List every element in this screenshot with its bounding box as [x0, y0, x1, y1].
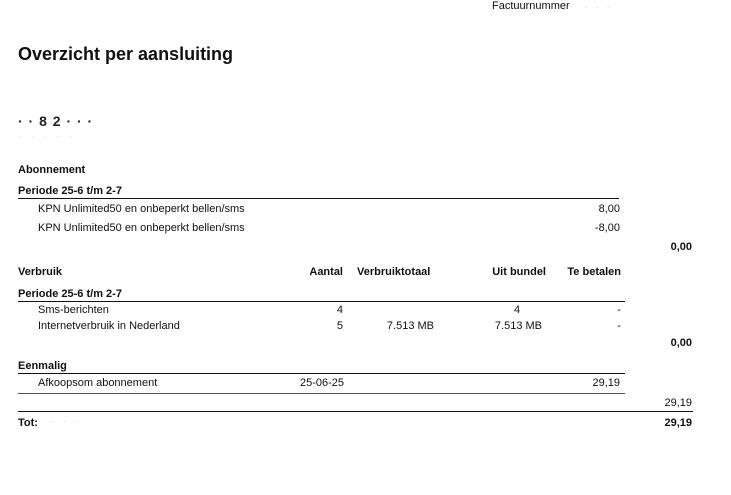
- total-redacted: · · ·: [52, 417, 80, 426]
- abonnement-subtotal: 0,00: [670, 241, 692, 253]
- verbruik-col-verbruiktotaal: Verbruiktotaal: [357, 266, 431, 278]
- verbruik-col-aantal: Aantal: [309, 266, 343, 278]
- eenmalig-row-desc: Afkoopsom abonnement: [38, 377, 158, 389]
- eenmalig-divider: [18, 373, 625, 374]
- eenmalig-row-date: 25-06-25: [300, 377, 345, 389]
- abonnement-divider: [18, 198, 619, 199]
- verbruik-col-te-betalen: Te betalen: [567, 266, 621, 278]
- eenmalig-row-amount: 29,19: [592, 377, 620, 389]
- verbruik-row-internet-te-betalen: -: [617, 320, 621, 332]
- abonnement-title: Abonnement: [18, 164, 86, 176]
- total-label: Tot:: [18, 417, 38, 429]
- verbruik-row-sms-uit-bundel: 4: [514, 304, 521, 316]
- verbruik-title: Verbruik: [18, 266, 63, 278]
- abonnement-row-1-desc: KPN Unlimited50 en onbeperkt bellen/sms: [38, 203, 245, 215]
- verbruik-divider: [18, 301, 625, 302]
- verbruik-row-sms-desc: Sms-berichten: [38, 304, 109, 316]
- verbruik-subtotal: 0,00: [670, 337, 692, 349]
- total-amount: 29,19: [664, 417, 692, 429]
- total-divider: [18, 411, 693, 412]
- abonnement-row-1-amount: 8,00: [598, 203, 620, 215]
- eenmalig-title: Eenmalig: [18, 360, 67, 372]
- verbruik-row-internet-desc: Internetverbruik in Nederland: [38, 320, 180, 332]
- verbruik-row-internet-uit-bundel: 7.513 MB: [494, 320, 542, 332]
- verbruik-period: Periode 25-6 t/m 2-7: [18, 288, 122, 300]
- invoice-number-label: Factuurnummer: [492, 0, 570, 12]
- page-title: Overzicht per aansluiting: [18, 44, 234, 64]
- verbruik-row-internet-verbruiktotaal: 7.513 MB: [386, 320, 434, 332]
- abonnement-row-2-desc: KPN Unlimited50 en onbeperkt bellen/sms: [38, 222, 245, 234]
- connection-number-redacted: · · 8 2 · · ·: [18, 113, 94, 129]
- eenmalig-subtotal: 29,19: [664, 397, 692, 409]
- abonnement-period: Periode 25-6 t/m 2-7: [18, 185, 122, 197]
- verbruik-row-sms-te-betalen: -: [617, 304, 621, 316]
- connection-sub-redacted: · · · · ·: [18, 132, 77, 141]
- invoice-number-redacted: · · ·: [585, 3, 613, 12]
- abonnement-row-2-amount: -8,00: [594, 222, 620, 234]
- verbruik-row-internet-aantal: 5: [336, 320, 343, 332]
- eenmalig-line-divider: [18, 393, 625, 394]
- verbruik-col-uit-bundel: Uit bundel: [492, 266, 546, 278]
- verbruik-row-sms-aantal: 4: [336, 304, 343, 316]
